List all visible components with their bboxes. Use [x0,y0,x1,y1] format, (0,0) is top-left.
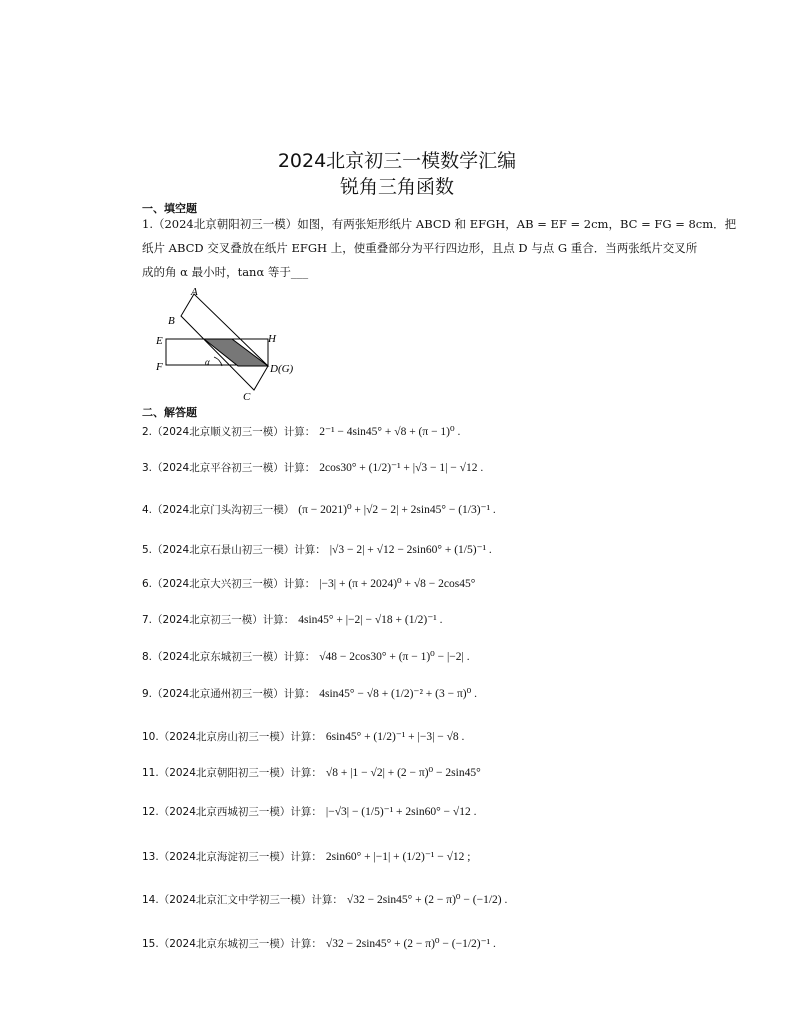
problem-expression: √48 − 2cos30° + (π − 1)⁰ − |−2| . [319,651,470,663]
problem-expression: |√3 − 2| + √12 − 2sin60° + (1/5)⁻¹ . [329,544,492,556]
problem-source: 14.（2024北京汇文中学初三一模）计算： [142,894,343,906]
problem-expression: √8 + |1 − √2| + (2 − π)⁰ − 2sin45° [325,767,481,779]
overlap-parallelogram [204,339,268,366]
geometry-diagram [150,282,310,402]
problem-expression: |−3| + (π + 2024)⁰ + √8 − 2cos45° [319,578,476,590]
problem-expression: |−√3| − (1/5)⁻¹ + 2sin60° − √12 . [325,806,477,818]
problem-source: 5.（2024北京石景山初三一模）计算： [142,544,326,556]
document-subtitle: 锐角三角函数 [339,176,454,198]
problem-2 [142,424,460,439]
label-e: E [156,335,163,347]
problem-3 [142,460,483,475]
label-f: F [156,361,163,373]
problem-expression: (π − 2021)⁰ + |√2 − 2| + 2sin45° − (1/3)⁻¹ . [298,504,496,516]
document-title: 2024北京初三一模数学汇编 [277,150,517,172]
problem-14 [142,892,507,907]
problem-5 [142,542,492,557]
problem-11 [142,765,481,780]
problem-1-line-2: 纸片 ABCD 交叉叠放在纸片 EFGH 上，使重叠部分为平行四边形，且点 D 与点 G 重合．当两张纸片交叉所 [142,241,698,255]
problem-1-line-3: 成的角 α 最小时，tanα 等于___ [142,265,309,279]
label-h: H [268,333,276,345]
problem-expression: 2⁻¹ − 4sin45° + √8 + (π − 1)⁰ . [319,426,461,438]
problem-source: 11.（2024北京朝阳初三一模）计算： [142,767,322,779]
problem-10 [142,729,464,744]
problem-source: 7.（2024北京初三一模）计算： [142,614,295,626]
problem-expression: 2cos30° + (1/2)⁻¹ + |√3 − 1| − √12 . [319,462,484,474]
problem-1-line-1: 1.（2024北京朝阳初三一模）如图，有两张矩形纸片 ABCD 和 EFGH，AB = EF = 2cm，BC = FG = 8cm．把 [142,217,737,231]
problem-source: 9.（2024北京通州初三一模）计算： [142,688,316,700]
problem-expression: 4sin45° + |−2| − √18 + (1/2)⁻¹ . [298,614,443,626]
problem-6 [142,576,475,591]
problem-8 [142,649,470,664]
problem-source: 12.（2024北京西城初三一模）计算： [142,806,322,818]
problem-9 [142,686,477,701]
section-heading-fill-blank: 一、填空题 [142,202,197,215]
label-a: A [191,286,198,298]
problem-source: 15.（2024北京东城初三一模）计算： [142,938,322,950]
problem-expression: 4sin45° − √8 + (1/2)⁻² + (3 − π)⁰ . [319,688,477,700]
problem-source: 8.（2024北京东城初三一模）计算： [142,651,316,663]
label-alpha: α [205,357,210,367]
problem-source: 3.（2024北京平谷初三一模）计算： [142,462,316,474]
problem-source: 6.（2024北京大兴初三一模）计算： [142,578,316,590]
label-dg: D(G) [270,363,294,375]
problem-source: 13.（2024北京海淀初三一模）计算： [142,851,322,863]
problem-15 [142,936,496,951]
problem-12 [142,804,476,819]
problem-expression: √32 − 2sin45° + (2 − π)⁰ − (−1/2)⁻¹ . [325,938,496,950]
section-heading-solve: 二、解答题 [142,406,197,419]
problem-4 [142,502,496,517]
problem-source: 4.（2024北京门头沟初三一模） [142,504,295,516]
problem-source: 2.（2024北京顺义初三一模）计算： [142,426,316,438]
problem-7 [142,612,443,627]
label-b: B [168,315,175,327]
problem-source: 10.（2024北京房山初三一模）计算： [142,731,322,743]
label-c: C [243,391,251,402]
problem-expression: 6sin45° + (1/2)⁻¹ + |−3| − √8 . [325,731,465,743]
problem-13 [142,849,471,864]
problem-expression: √32 − 2sin45° + (2 − π)⁰ − (−1/2) . [346,894,508,906]
problem-expression: 2sin60° + |−1| + (1/2)⁻¹ − √12 ; [325,851,471,863]
